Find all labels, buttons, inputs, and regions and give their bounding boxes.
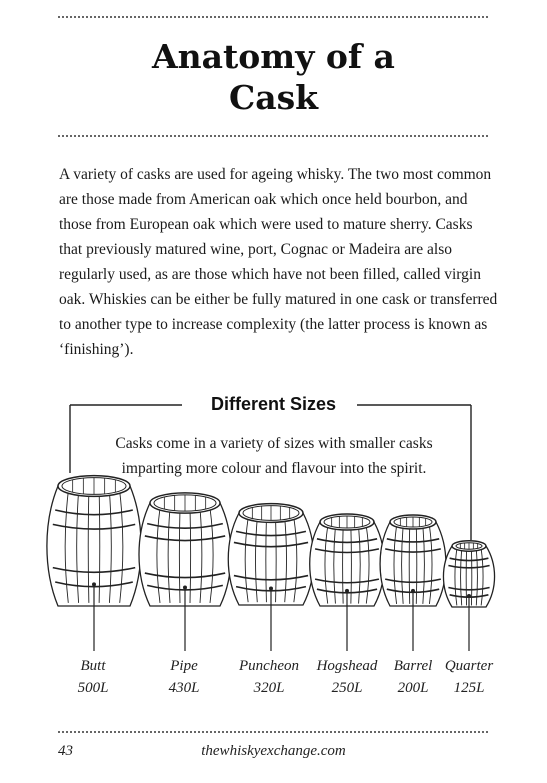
- section-subtitle: Casks come in a variety of sizes with smaller casks imparting more colour and flavour into the spirit.: [115, 435, 433, 477]
- cask-name: Quarter: [444, 658, 494, 674]
- barrel-icon-pipe: [139, 493, 231, 651]
- cask-volume: 430L: [168, 680, 200, 696]
- barrel-icon-puncheon: [228, 504, 313, 651]
- cask-volume: 200L: [397, 680, 429, 696]
- page-number: 43: [58, 743, 73, 759]
- cask-volume: 500L: [77, 680, 109, 696]
- page-title-line-2: Cask: [228, 78, 319, 117]
- cask-volume: 125L: [453, 680, 485, 696]
- barrel-icon-quarter: [443, 541, 494, 651]
- page-title-line-1: Anatomy of a: [152, 37, 395, 76]
- intro-paragraph: A variety of casks are used for ageing whisky. The two most common are those made from American oak which once held bourbon, and those from European oak which were used to mature sherry. Casks that previously matured wine, port, Cognac or Madeira are also regularly used, as are those which have not been filled, called virgin oak. Whiskies can be either be fully matured in one cask or transferred to another type to increase complexity (the latter process is known as ‘finishing’).: [59, 166, 498, 358]
- barrel-icon-hogshead: [310, 514, 385, 651]
- cask-name: Puncheon: [239, 658, 299, 674]
- cask-volume: 320L: [253, 680, 285, 696]
- cask-name: Hogshead: [316, 658, 378, 674]
- cask-name: Barrel: [393, 658, 433, 674]
- cask-name: Pipe: [170, 658, 198, 674]
- cask-label-butt: [53, 655, 133, 699]
- cask-label-pipe: [144, 655, 224, 699]
- cask-label-quarter: [429, 655, 509, 699]
- cask-volume: 250L: [331, 680, 363, 696]
- cask-name: Butt: [80, 658, 106, 674]
- section-title: Different Sizes: [210, 394, 337, 414]
- barrel-icon-barrel: [380, 515, 446, 651]
- barrel-icon-butt: [47, 476, 141, 651]
- cask-label-puncheon: [229, 655, 309, 699]
- website-link[interactable]: thewhiskyexchange.com: [201, 743, 346, 759]
- footer-dotted-divider: [58, 731, 488, 733]
